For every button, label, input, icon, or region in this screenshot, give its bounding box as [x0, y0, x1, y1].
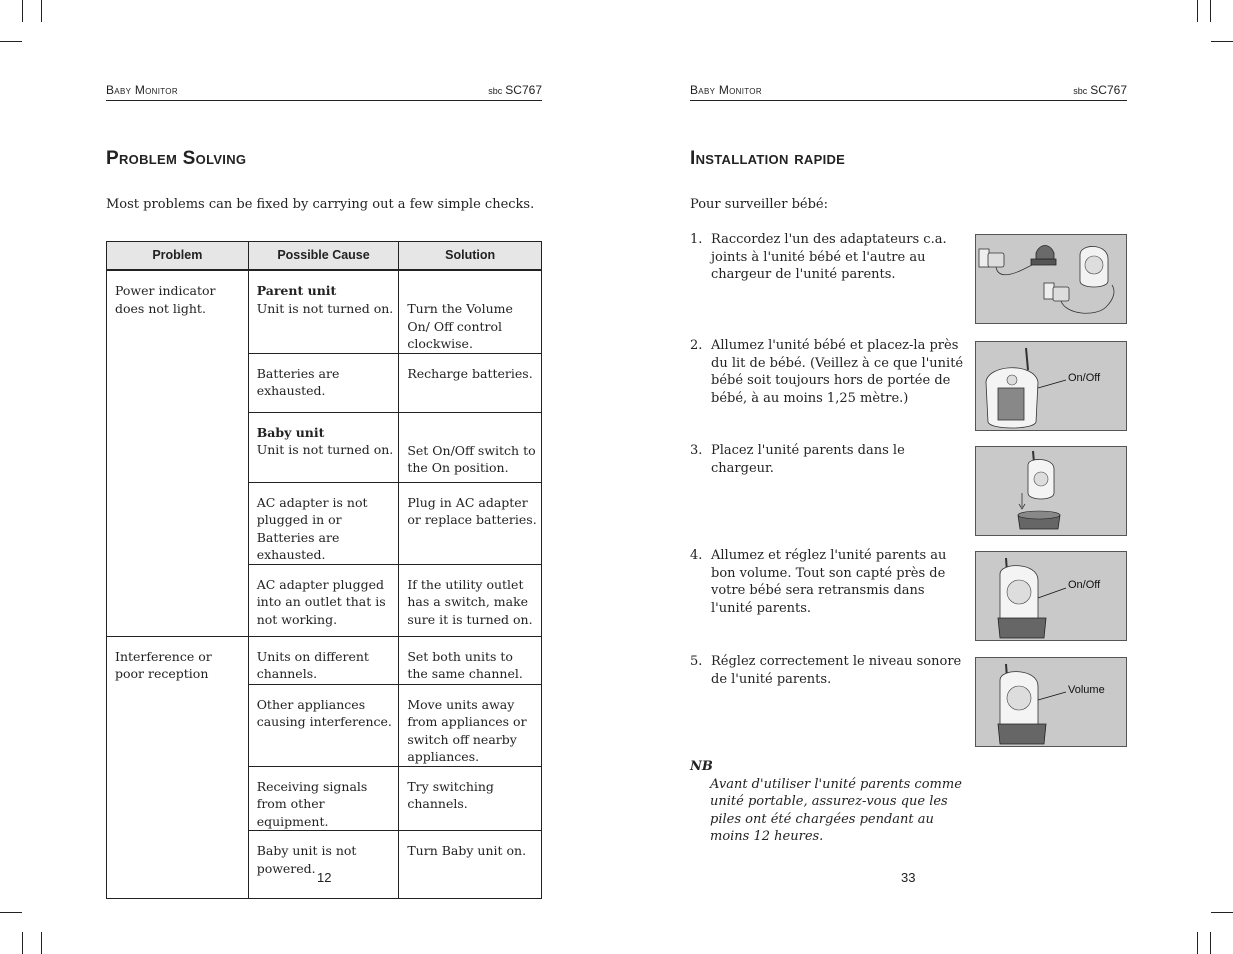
page-number: 33 — [901, 870, 916, 885]
step-number: 1. — [690, 232, 703, 247]
crop-mark — [22, 0, 23, 22]
brand-label: sbc — [488, 86, 503, 96]
crop-mark — [1211, 912, 1233, 913]
cause-cell: AC adapter is not plugged in or Batteries are exhausted. — [248, 482, 399, 564]
step-text: Réglez correctement le niveau sonore de l'unité parents. — [711, 654, 962, 687]
problem-cell: Power indicator does not light. — [107, 270, 249, 636]
volume-drawing — [976, 658, 1126, 746]
running-head — [690, 82, 1127, 101]
running-head-model — [1073, 83, 1127, 97]
table-row — [107, 270, 542, 353]
running-head — [106, 82, 542, 101]
brand-label: sbc — [1073, 86, 1088, 96]
baby-unit-drawing — [976, 342, 1126, 430]
crop-mark — [1197, 0, 1198, 22]
problem-solving-table — [106, 241, 542, 899]
problem-cell: Interference or poor reception — [107, 636, 249, 899]
cause-cell — [248, 412, 399, 482]
note-text: Avant d'utiliser l'unité parents comme unité portable, assurez-vous que les piles ont été chargées pendant au moins 12 heures. — [710, 776, 962, 844]
table-row — [107, 636, 542, 684]
parent-unit-illustration — [975, 551, 1127, 641]
solution-cell: If the utility outlet has a switch, make sure it is turned on. — [399, 564, 542, 636]
cause-cell: AC adapter plugged into an outlet that is not working. — [248, 564, 399, 636]
right-page — [690, 0, 1127, 954]
header-cause: Possible Cause — [248, 242, 399, 271]
crop-mark — [1210, 932, 1211, 954]
running-head-model — [488, 83, 542, 97]
solution-cell: Set On/Off switch to the On position. — [399, 412, 542, 482]
cause-cell: Receiving signals from other equipment. — [248, 766, 399, 831]
step-text: Allumez l'unité bébé et placez-la près du lit de bébé. (Veillez à ce que l'unité bébé soit toujours hors de portée de bébé, à au moins 1,25 mètre.) — [711, 338, 964, 406]
solution-cell: Try switching channels. — [399, 766, 542, 831]
callout-label: On/Off — [1068, 579, 1101, 591]
cause-title: Parent unit — [256, 283, 337, 298]
crop-mark — [1197, 932, 1198, 954]
volume-illustration — [975, 657, 1127, 747]
note — [690, 758, 970, 846]
step-number: 3. — [690, 443, 703, 458]
step-text: Allumez et réglez l'unité parents au bon volume. Tout son capté près de votre bébé sera retransmis dans l'unité parents. — [711, 548, 947, 616]
parent-unit-drawing — [976, 552, 1126, 640]
step-number: 5. — [690, 654, 703, 669]
crop-mark — [22, 932, 23, 954]
crop-mark — [41, 932, 42, 954]
cause-cell — [248, 270, 399, 353]
intro-text: Pour surveiller bébé: — [690, 197, 828, 212]
step-text: Placez l'unité parents dans le chargeur. — [711, 443, 905, 476]
page-heading: Installation rapide — [690, 148, 846, 169]
solution-cell: Set both units to the same channel. — [399, 636, 542, 684]
header-solution: Solution — [399, 242, 542, 271]
running-head-title: Baby Monitor — [690, 83, 762, 97]
cause-cell: Batteries are exhausted. — [248, 353, 399, 412]
intro-text: Most problems can be fixed by carrying out a few simple checks. — [106, 197, 535, 212]
crop-mark — [41, 0, 42, 22]
model-label: SC767 — [505, 83, 542, 97]
solution-cell: Plug in AC adapter or replace batteries. — [399, 482, 542, 564]
cause-text: Unit is not turned on. — [256, 300, 394, 316]
step-number: 2. — [690, 338, 703, 353]
header-problem: Problem — [107, 242, 249, 271]
callout-label: On/Off — [1068, 372, 1101, 384]
callout-label: Volume — [1068, 684, 1105, 696]
note-label: NB — [690, 759, 713, 774]
page-heading: Problem Solving — [106, 148, 247, 169]
adapter-illustration — [975, 234, 1127, 324]
step-text: Raccordez l'un des adaptateurs c.a. joints à l'unité bébé et l'autre au chargeur de l'unité parents. — [711, 232, 947, 282]
solution-cell: Recharge batteries. — [399, 353, 542, 412]
cause-cell: Units on different channels. — [248, 636, 399, 684]
page-number: 12 — [317, 870, 332, 885]
left-page — [106, 0, 542, 954]
baby-unit-illustration — [975, 341, 1127, 431]
charger-drawing — [976, 447, 1126, 535]
running-head-title: Baby Monitor — [106, 83, 178, 97]
step-number: 4. — [690, 548, 703, 563]
cause-text: Unit is not turned on. — [256, 442, 394, 457]
cause-cell: Baby unit is not powered. — [248, 831, 399, 899]
model-label: SC767 — [1090, 83, 1127, 97]
table-header-row — [107, 242, 542, 271]
solution-cell: Turn Baby unit on. — [399, 831, 542, 899]
solution-cell: Turn the Volume On/ Off control clockwise. — [399, 270, 542, 353]
cause-cell: Other appliances causing interference. — [248, 684, 399, 766]
crop-mark — [1210, 0, 1211, 22]
crop-mark — [1211, 41, 1233, 42]
crop-mark — [0, 912, 22, 913]
adapter-drawing — [976, 235, 1126, 323]
solution-cell: Move units away from appliances or switch off nearby appliances. — [399, 684, 542, 766]
cause-title: Baby unit — [256, 424, 325, 440]
crop-mark — [0, 41, 22, 42]
charger-illustration — [975, 446, 1127, 536]
